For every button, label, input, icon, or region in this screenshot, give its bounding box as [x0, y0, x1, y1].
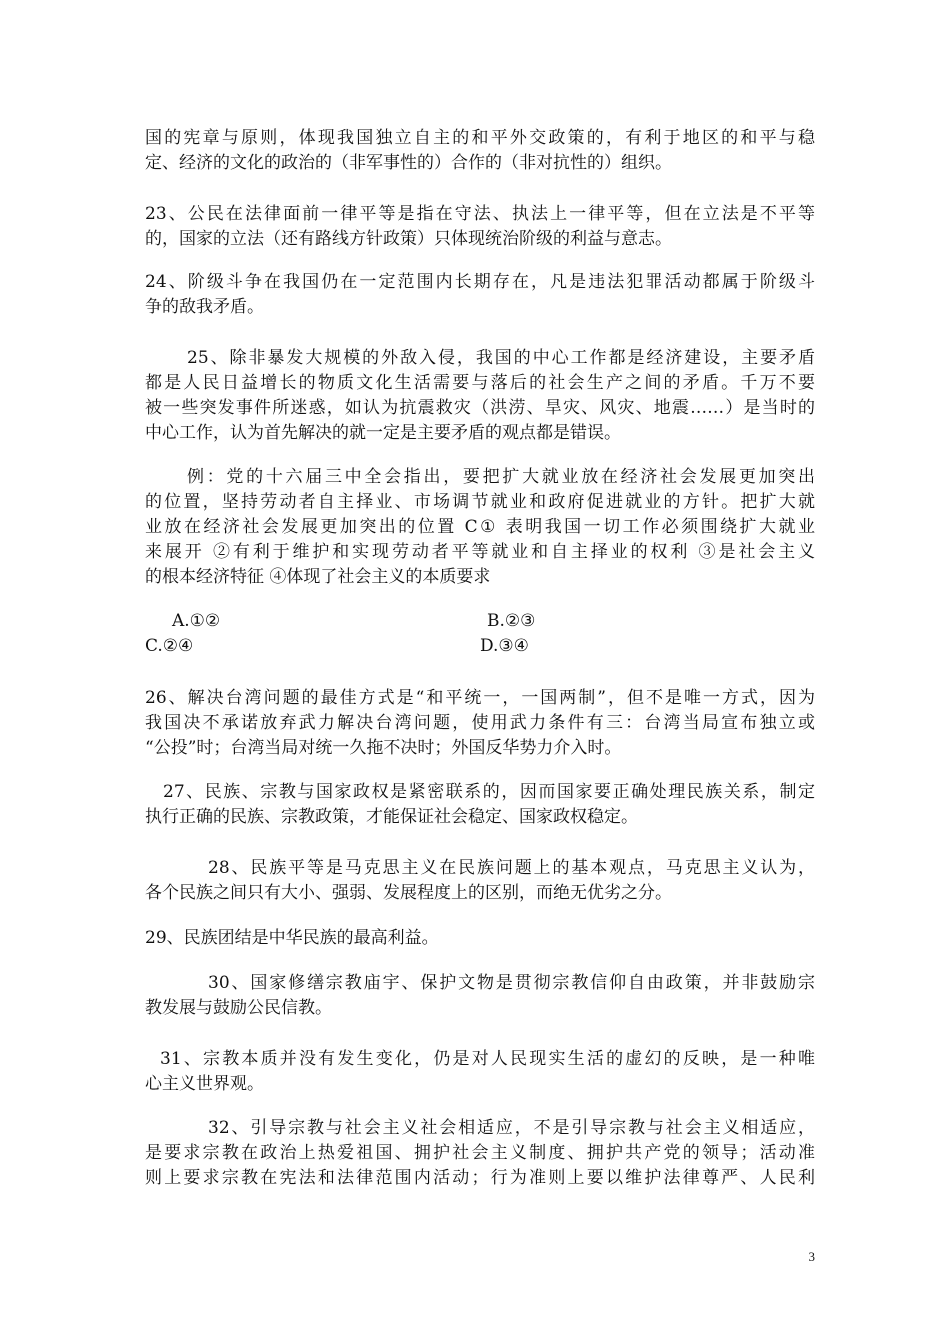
text-line: 则上要求宗教在宪法和法律范围内活动；行为准则上要以维护法律尊严、人民利 [145, 1168, 815, 1188]
text-line: 心主义世界观。 [145, 1074, 264, 1094]
option-c: C.②④ [145, 636, 194, 656]
text-line: 是要求宗教在政治上热爱祖国、拥护社会主义制度、拥护共产党的领导；活动准 [145, 1143, 815, 1163]
text-line: “公投”时；台湾当局对统一久拖不决时；外国反华势力介入时。 [145, 738, 622, 758]
text-line: 24、阶级斗争在我国仍在一定范围内长期存在，凡是违法犯罪活动都属于阶级斗 [145, 272, 815, 292]
text-line: 的位置，坚持劳动者自主择业、市场调节就业和政府促进就业的方针。把扩大就 [145, 492, 815, 512]
text-line: 来展开 ②有利于维护和实现劳动者平等就业和自主择业的权利 ③是社会主义 [145, 542, 815, 562]
text-line: 都是人民日益增长的物质文化生活需要与落后的社会生产之间的矛盾。千万不要 [145, 373, 815, 393]
option-b: B.②③ [487, 611, 536, 631]
text-line: 27、民族、宗教与国家政权是紧密联系的，因而国家要正确处理民族关系，制定 [163, 782, 815, 802]
text-line: 业放在经济社会发展更加突出的位置 C① 表明我国一切工作必须围绕扩大就业 [145, 517, 815, 537]
text-line: 定、经济的文化的政治的（非军事性的）合作的（非对抗性的）组织。 [145, 153, 672, 173]
text-line: 中心工作，认为首先解决的就一定是主要矛盾的观点都是错误。 [145, 423, 621, 443]
text-line: 26、解决台湾问题的最佳方式是“和平统一，一国两制”，但不是唯一方式，因为 [145, 688, 815, 708]
text-line: 争的敌我矛盾。 [145, 297, 264, 317]
option-d: D.③④ [480, 636, 529, 656]
text-line: 23、公民在法律面前一律平等是指在守法、执法上一律平等，但在立法是不平等 [145, 204, 815, 224]
text-line: 执行正确的民族、宗教政策，才能保证社会稳定、国家政权稳定。 [145, 807, 638, 827]
text-line: 31、宗教本质并没有发生变化，仍是对人民现实生活的虚幻的反映，是一种唯 [160, 1049, 815, 1069]
text-line: 32、引导宗教与社会主义社会相适应，不是引导宗教与社会主义相适应， [208, 1118, 815, 1138]
text-line: 各个民族之间只有大小、强弱、发展程度上的区别，而绝无优劣之分。 [145, 883, 672, 903]
text-line: 被一些突发事件所迷惑，如认为抗震救灾（洪涝、旱灾、风灾、地震……）是当时的 [145, 398, 815, 418]
text-line: 我国决不承诺放弃武力解决台湾问题，使用武力条件有三：台湾当局宣布独立或 [145, 713, 815, 733]
text-line: 29、民族团结是中华民族的最高利益。 [145, 928, 439, 948]
page-number: 3 [808, 1249, 815, 1264]
text-line: 28、民族平等是马克思主义在民族问题上的基本观点，马克思主义认为， [208, 858, 815, 878]
text-line: 例：党的十六届三中全会指出，要把扩大就业放在经济社会发展更加突出 [187, 467, 815, 487]
text-line: 教发展与鼓励公民信教。 [145, 998, 332, 1018]
text-line: 国的宪章与原则，体现我国独立自主的和平外交政策的，有利于地区的和平与稳 [145, 128, 815, 148]
text-line: 25、除非暴发大规模的外敌入侵，我国的中心工作都是经济建设，主要矛盾 [187, 348, 815, 368]
text-line: 的根本经济特征 ④体现了社会主义的本质要求 [145, 567, 491, 587]
text-line: 30、国家修缮宗教庙宇、保护文物是贯彻宗教信仰自由政策，并非鼓励宗 [208, 973, 815, 993]
option-a: A.①② [172, 611, 221, 631]
text-line: 的，国家的立法（还有路线方针政策）只体现统治阶级的利益与意志。 [145, 229, 672, 249]
